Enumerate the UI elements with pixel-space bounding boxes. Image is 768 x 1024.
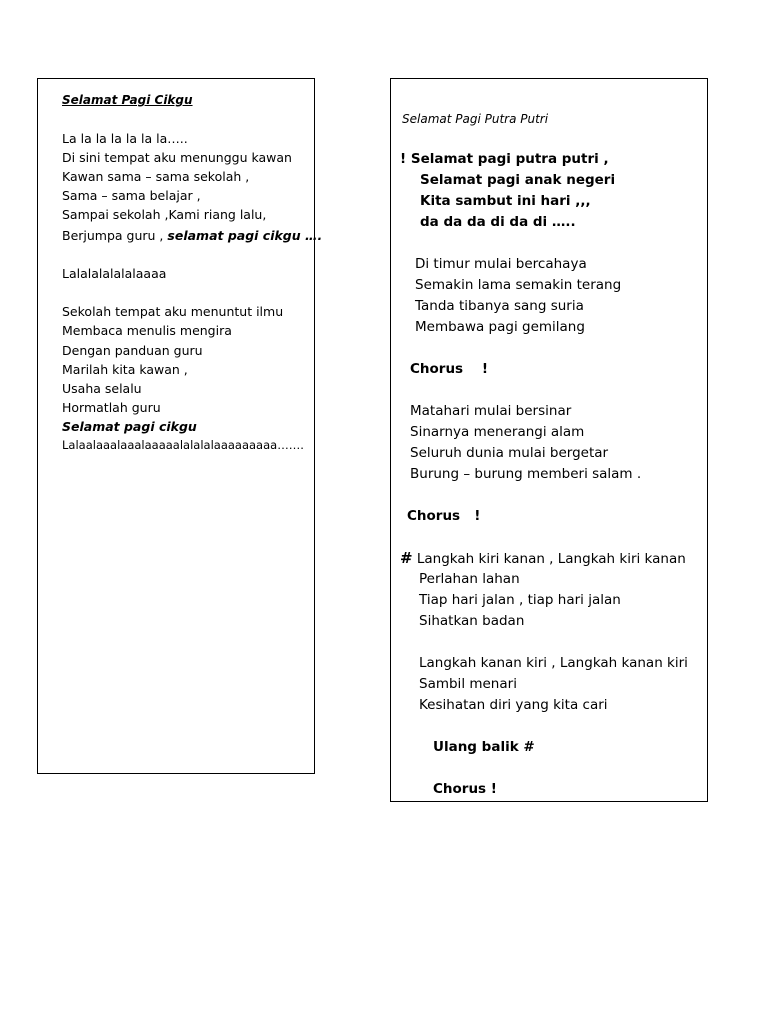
lyric-line: Matahari mulai bersinar: [410, 403, 572, 419]
song-title-right: Selamat Pagi Putra Putri: [402, 112, 549, 126]
lyric-line: Langkah kanan kiri , Langkah kanan kiri: [419, 655, 688, 671]
lyric-line: Hormatlah guru: [62, 400, 161, 415]
lyric-line: Kawan sama – sama sekolah ,: [62, 169, 250, 184]
lyric-line: Marilah kita kawan ,: [62, 362, 188, 377]
lyric-line: Lalalalalalalaaaa: [62, 266, 167, 281]
lyric-line: Sihatkan badan: [419, 613, 525, 629]
chorus-marker: Chorus !: [410, 361, 489, 377]
lyric-line: Tanda tibanya sang suria: [415, 298, 584, 314]
lyric-line: Kita sambut ini hari ,,,: [420, 193, 591, 209]
lyric-line: Sambil menari: [419, 676, 517, 692]
lyric-line: Kesihatan diri yang kita cari: [419, 697, 608, 713]
lyric-line: Tiap hari jalan , tiap hari jalan: [419, 592, 621, 608]
song-title-left: Selamat Pagi Cikgu: [62, 93, 193, 107]
lyric-line-emphasis: Selamat pagi cikgu: [62, 419, 197, 434]
lyric-line: Semakin lama semakin terang: [415, 277, 622, 293]
lyric-line: Di sini tempat aku menunggu kawan: [62, 150, 292, 165]
lyric-line: La la la la la la la…..: [62, 131, 188, 146]
lyric-line: [62, 228, 322, 243]
repeat-marker: Ulang balik #: [433, 739, 535, 755]
lyric-line: Sinarnya menerangi alam: [410, 424, 585, 440]
chorus-marker: Chorus !: [407, 508, 481, 524]
lyric-line: Sekolah tempat aku menuntut ilmu: [62, 304, 284, 319]
lyric-line: Membaca menulis mengira: [62, 323, 232, 338]
chorus-marker: Chorus !: [433, 781, 497, 797]
lyric-line: [400, 550, 686, 568]
lyric-line: da da da di da di …..: [420, 214, 576, 230]
lyric-line: Perlahan lahan: [419, 571, 520, 587]
lyric-line: Burung – burung memberi salam .: [410, 466, 642, 482]
lyric-line: Seluruh dunia mulai bergetar: [410, 445, 609, 461]
lyric-text: Berjumpa guru ,: [62, 228, 164, 243]
lyric-line: Sama – sama belajar ,: [62, 188, 201, 203]
lyric-line: Membawa pagi gemilang: [415, 319, 585, 335]
lyric-emphasis: selamat pagi cikgu ….: [167, 228, 323, 243]
lyric-line: Di timur mulai bercahaya: [415, 256, 587, 272]
lyric-line: Lalaalaaalaaalaaaaalalalalaaaaaaaaa…….: [62, 438, 304, 452]
lyric-line: Usaha selalu: [62, 381, 142, 396]
lyric-line: Sampai sekolah ,Kami riang lalu,: [62, 207, 267, 222]
lyric-text: Langkah kiri kanan , Langkah kiri kanan: [416, 551, 686, 567]
lyric-line: ! Selamat pagi putra putri ,: [400, 151, 609, 167]
hash-marker: #: [400, 549, 413, 567]
lyric-line: Dengan panduan guru: [62, 343, 203, 358]
lyric-line: Selamat pagi anak negeri: [420, 172, 616, 188]
